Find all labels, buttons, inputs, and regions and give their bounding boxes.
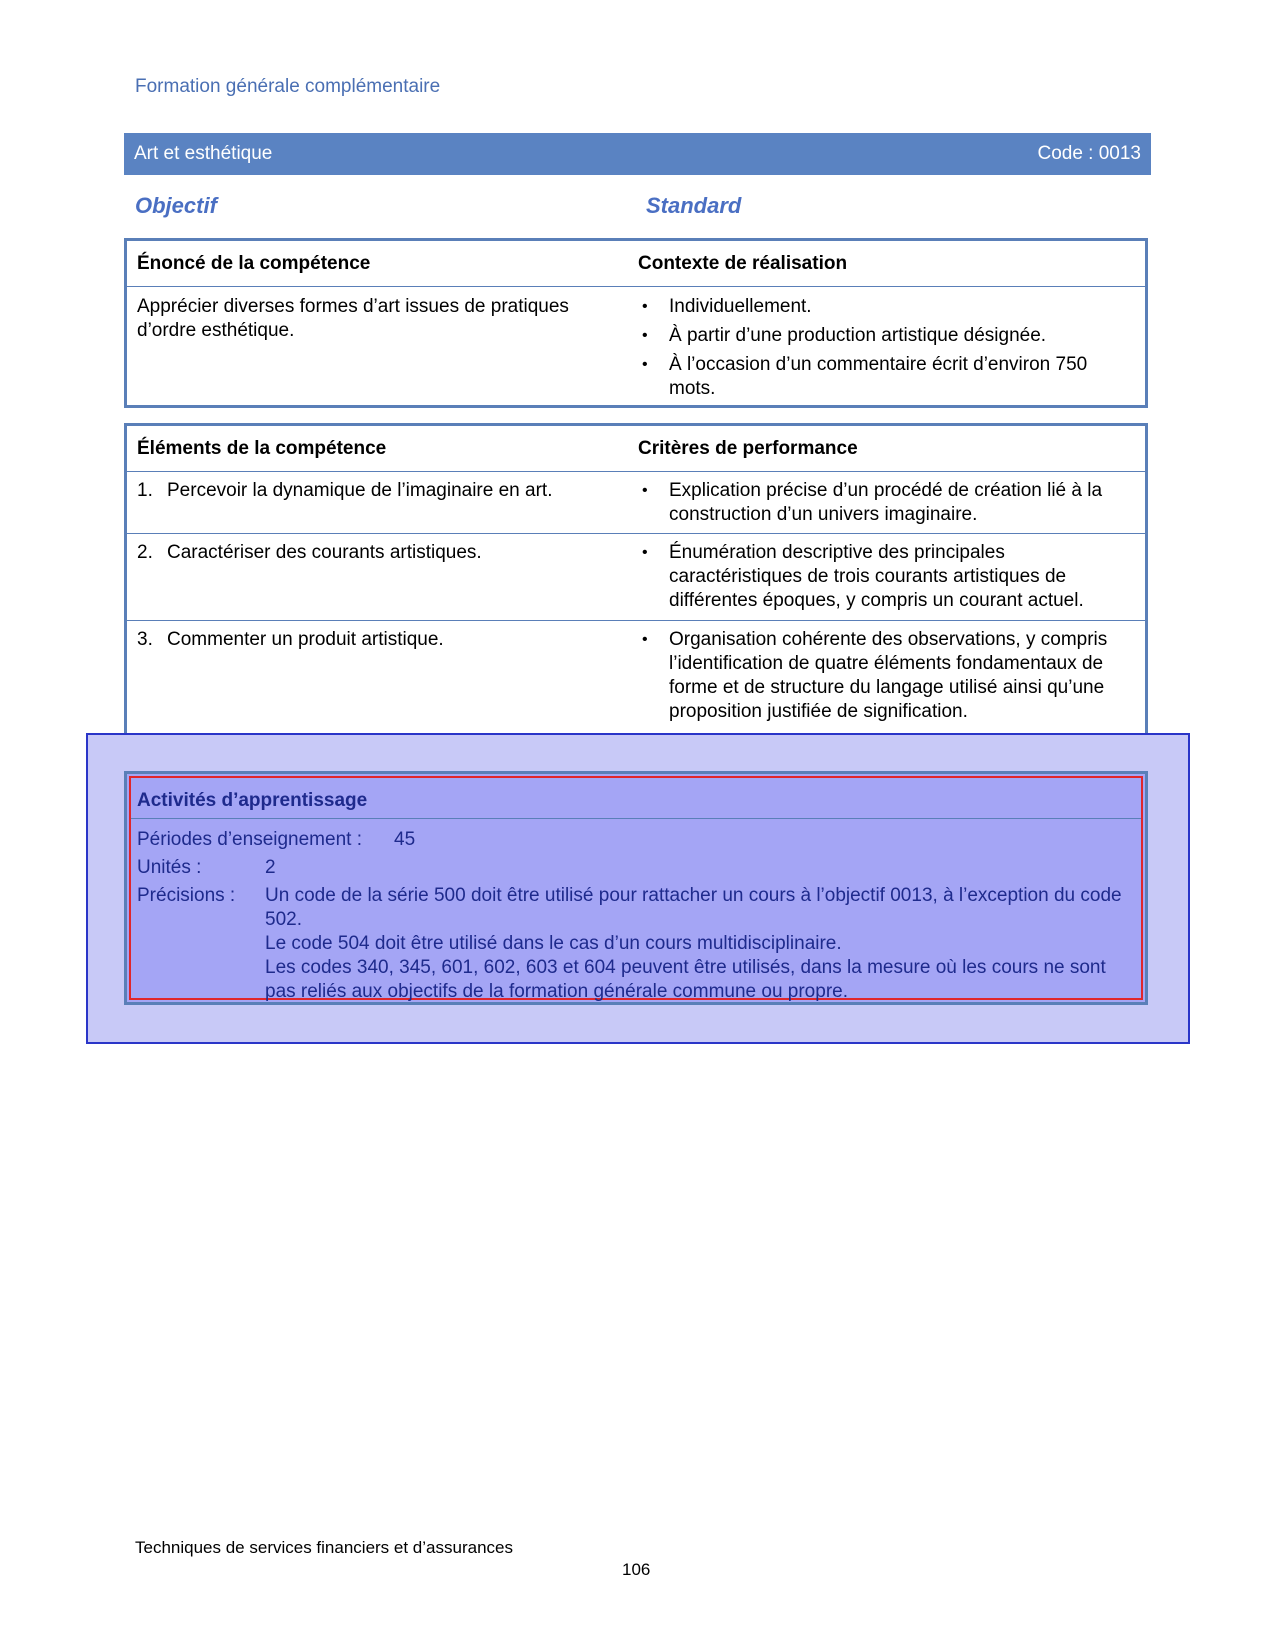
element-text: Commenter un produit artistique.	[167, 629, 444, 650]
criterion-text: • Organisation cohérente des observations, y compris l’identification de quatre éléments fondamentaux de forme et de structure du langage utilisé ainsi qu’une proposition justifiée de signification.	[638, 628, 1135, 724]
competence-header-right: Contexte de réalisation	[638, 252, 848, 274]
context-item: • À l’occasion d’un commentaire écrit d’environ 750 mots.	[638, 353, 1135, 401]
activities-title: Activités d’apprentissage	[137, 790, 368, 811]
precision-item: Un code de la série 500 doit être utilisé pour rattacher un cours à l’objectif 0013, à l’exception du code 502.	[265, 885, 1122, 930]
element-text: Percevoir la dynamique de l’imaginaire en art.	[167, 480, 553, 501]
context-list	[638, 295, 1135, 401]
activities-divider	[131, 818, 1141, 819]
competence-table	[124, 238, 1148, 408]
element-text: Caractériser des courants artistiques.	[167, 542, 482, 563]
element-number: 1.	[137, 480, 153, 501]
competence-header-left: Énoncé de la compétence	[137, 252, 371, 274]
footer-program: Techniques de services financiers et d’assurances	[135, 1538, 513, 1557]
banner-title: Art et esthétique	[134, 143, 273, 164]
context-item: • Individuellement.	[638, 295, 1135, 319]
elements-header-right: Critères de performance	[638, 437, 858, 459]
criterion-text: • Explication précise d’un procédé de création lié à la construction d’un univers imaginaire.	[638, 479, 1135, 527]
periods-label: Périodes d’enseignement :	[137, 829, 362, 850]
precisions-label: Précisions :	[137, 885, 236, 906]
element-number: 2.	[137, 542, 153, 563]
element-row	[127, 471, 1145, 533]
competence-statement: Apprécier diverses formes d’art issues de pratiques d’ordre esthétique.	[137, 296, 569, 341]
precision-item: Les codes 340, 345, 601, 602, 603 et 604 peuvent être utilisés, dans la mesure où les cours ne sont pas reliés aux objectifs de la formation générale commune ou propre.	[265, 957, 1106, 1002]
elements-table	[124, 423, 1148, 754]
precision-item: Le code 504 doit être utilisé dans le cas d’un cours multidisciplinaire.	[265, 933, 842, 954]
standard-label: Standard	[646, 193, 742, 218]
page-number: 106	[622, 1560, 651, 1579]
activities-inner-frame	[129, 776, 1143, 1000]
running-header: Formation générale complémentaire	[135, 76, 441, 97]
banner-code: Code : 0013	[1037, 143, 1141, 164]
activities-box	[124, 771, 1148, 1005]
element-row	[127, 533, 1145, 620]
element-number: 3.	[137, 629, 153, 650]
criterion-text: • Énumération descriptive des principales caractéristiques de trois courants artistiques de différentes époques, y compris un courant actuel.	[638, 541, 1135, 613]
elements-header-left: Éléments de la compétence	[137, 437, 387, 459]
objectif-label: Objectif	[135, 193, 217, 218]
context-item: • À partir d’une production artistique désignée.	[638, 324, 1135, 348]
objective-banner	[124, 133, 1151, 175]
units-label: Unités :	[137, 857, 202, 878]
periods-value: 45	[394, 829, 416, 850]
element-row	[127, 620, 1145, 724]
units-value: 2	[265, 857, 276, 878]
